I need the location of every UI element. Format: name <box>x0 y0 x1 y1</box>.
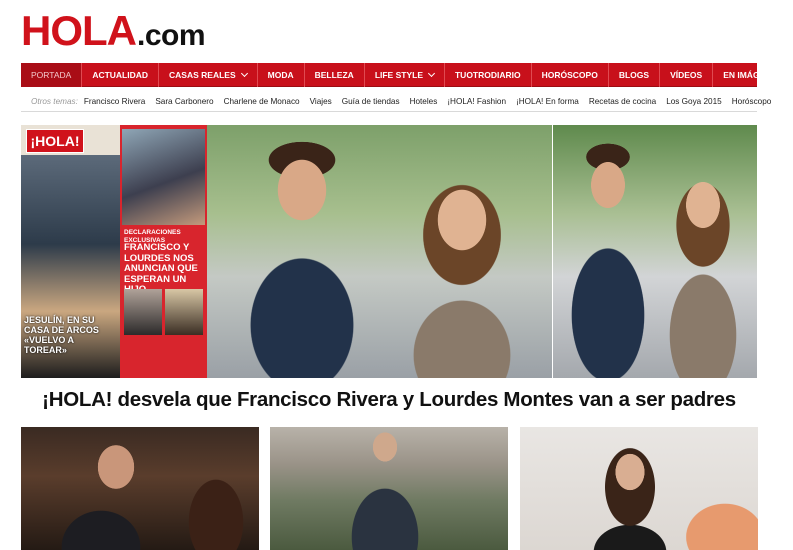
topic-link[interactable]: Recetas de cocina <box>588 96 657 106</box>
topic-link[interactable]: Guía de tiendas <box>341 96 400 106</box>
logo-hola-text: HOLA <box>21 7 136 54</box>
cover-mini-photo <box>165 289 203 335</box>
nav-label: VÍDEOS <box>670 69 703 80</box>
nav-label: BELLEZA <box>314 69 354 80</box>
main-headline[interactable]: ¡HOLA! desvela que Francisco Rivera y Lourdes Montes van a ser padres <box>42 388 736 411</box>
nav-label: HORÓSCOPO <box>541 69 598 80</box>
topic-link[interactable]: Hoteles <box>409 96 438 106</box>
hero-photo-couple-wide <box>553 125 757 378</box>
chevron-down-icon <box>241 69 248 76</box>
chevron-down-icon <box>428 69 435 76</box>
nav-label: PORTADA <box>31 69 72 80</box>
cover-logo: ¡HOLA! <box>26 129 84 153</box>
logo-com-text: .com <box>137 19 206 52</box>
nav-label: EN IMÁGENES <box>723 69 783 80</box>
nav-label: CASAS REALES <box>169 69 236 80</box>
nav-item-casas-reales[interactable] <box>159 63 258 87</box>
nav-item-videos[interactable] <box>660 63 713 87</box>
nav-label: TUOTRODIARIO <box>454 69 521 80</box>
topic-link[interactable]: ¡HOLA! En forma <box>516 96 579 106</box>
nav-item-belleza[interactable] <box>305 63 365 87</box>
nav-item-en-imagenes[interactable] <box>713 63 793 87</box>
hero-photo-couple <box>207 125 552 378</box>
topic-link[interactable]: Viajes <box>309 96 332 106</box>
nav-label: BLOGS <box>618 69 650 80</box>
nav-item-tuotrodiario[interactable] <box>445 63 532 87</box>
news-card-photo[interactable] <box>270 427 508 550</box>
divider <box>21 111 757 112</box>
topic-link[interactable]: Charlene de Monaco <box>223 96 300 106</box>
news-card-photo[interactable] <box>520 427 758 550</box>
topic-link[interactable]: Francisco Rivera <box>83 96 146 106</box>
main-nav <box>21 63 783 87</box>
topic-link[interactable]: Sara Carbonero <box>155 96 214 106</box>
nav-item-blogs[interactable] <box>609 63 660 87</box>
cover-couple-photo <box>122 129 205 225</box>
other-topics-bar <box>31 94 781 108</box>
nav-item-horoscopo[interactable] <box>532 63 609 87</box>
cover-headline: JESULÍN, EN SU CASA DE ARCOS «VUELVO A TOREAR» <box>24 315 99 355</box>
cover-small-text: DECLARACIONES EXCLUSIVAS <box>124 229 181 244</box>
nav-item-portada[interactable] <box>21 63 82 87</box>
news-card-photo[interactable] <box>21 427 259 550</box>
site-logo[interactable] <box>21 7 206 54</box>
topic-link[interactable]: ¡HOLA! Fashion <box>447 96 507 106</box>
hero-banner[interactable] <box>21 125 757 378</box>
cover-mini-photo <box>124 289 162 335</box>
topic-link[interactable]: Los Goya 2015 <box>666 96 722 106</box>
nav-item-life-style[interactable] <box>365 63 445 87</box>
nav-item-actualidad[interactable] <box>82 63 159 87</box>
nav-label: MODA <box>267 69 294 80</box>
nav-item-moda[interactable] <box>258 63 305 87</box>
cover-big-text: FRANCISCO Y LOURDES NOS ANUNCIAN QUE ESPERAN UN <box>124 242 198 285</box>
topic-link[interactable]: Horóscopo <box>731 96 772 106</box>
cover-side-panel <box>120 125 207 378</box>
topics-label: Otros temas: <box>31 96 78 106</box>
magazine-cover[interactable] <box>21 125 207 378</box>
nav-label: LIFE STYLE <box>374 69 423 80</box>
nav-label: ACTUALIDAD <box>92 69 149 80</box>
